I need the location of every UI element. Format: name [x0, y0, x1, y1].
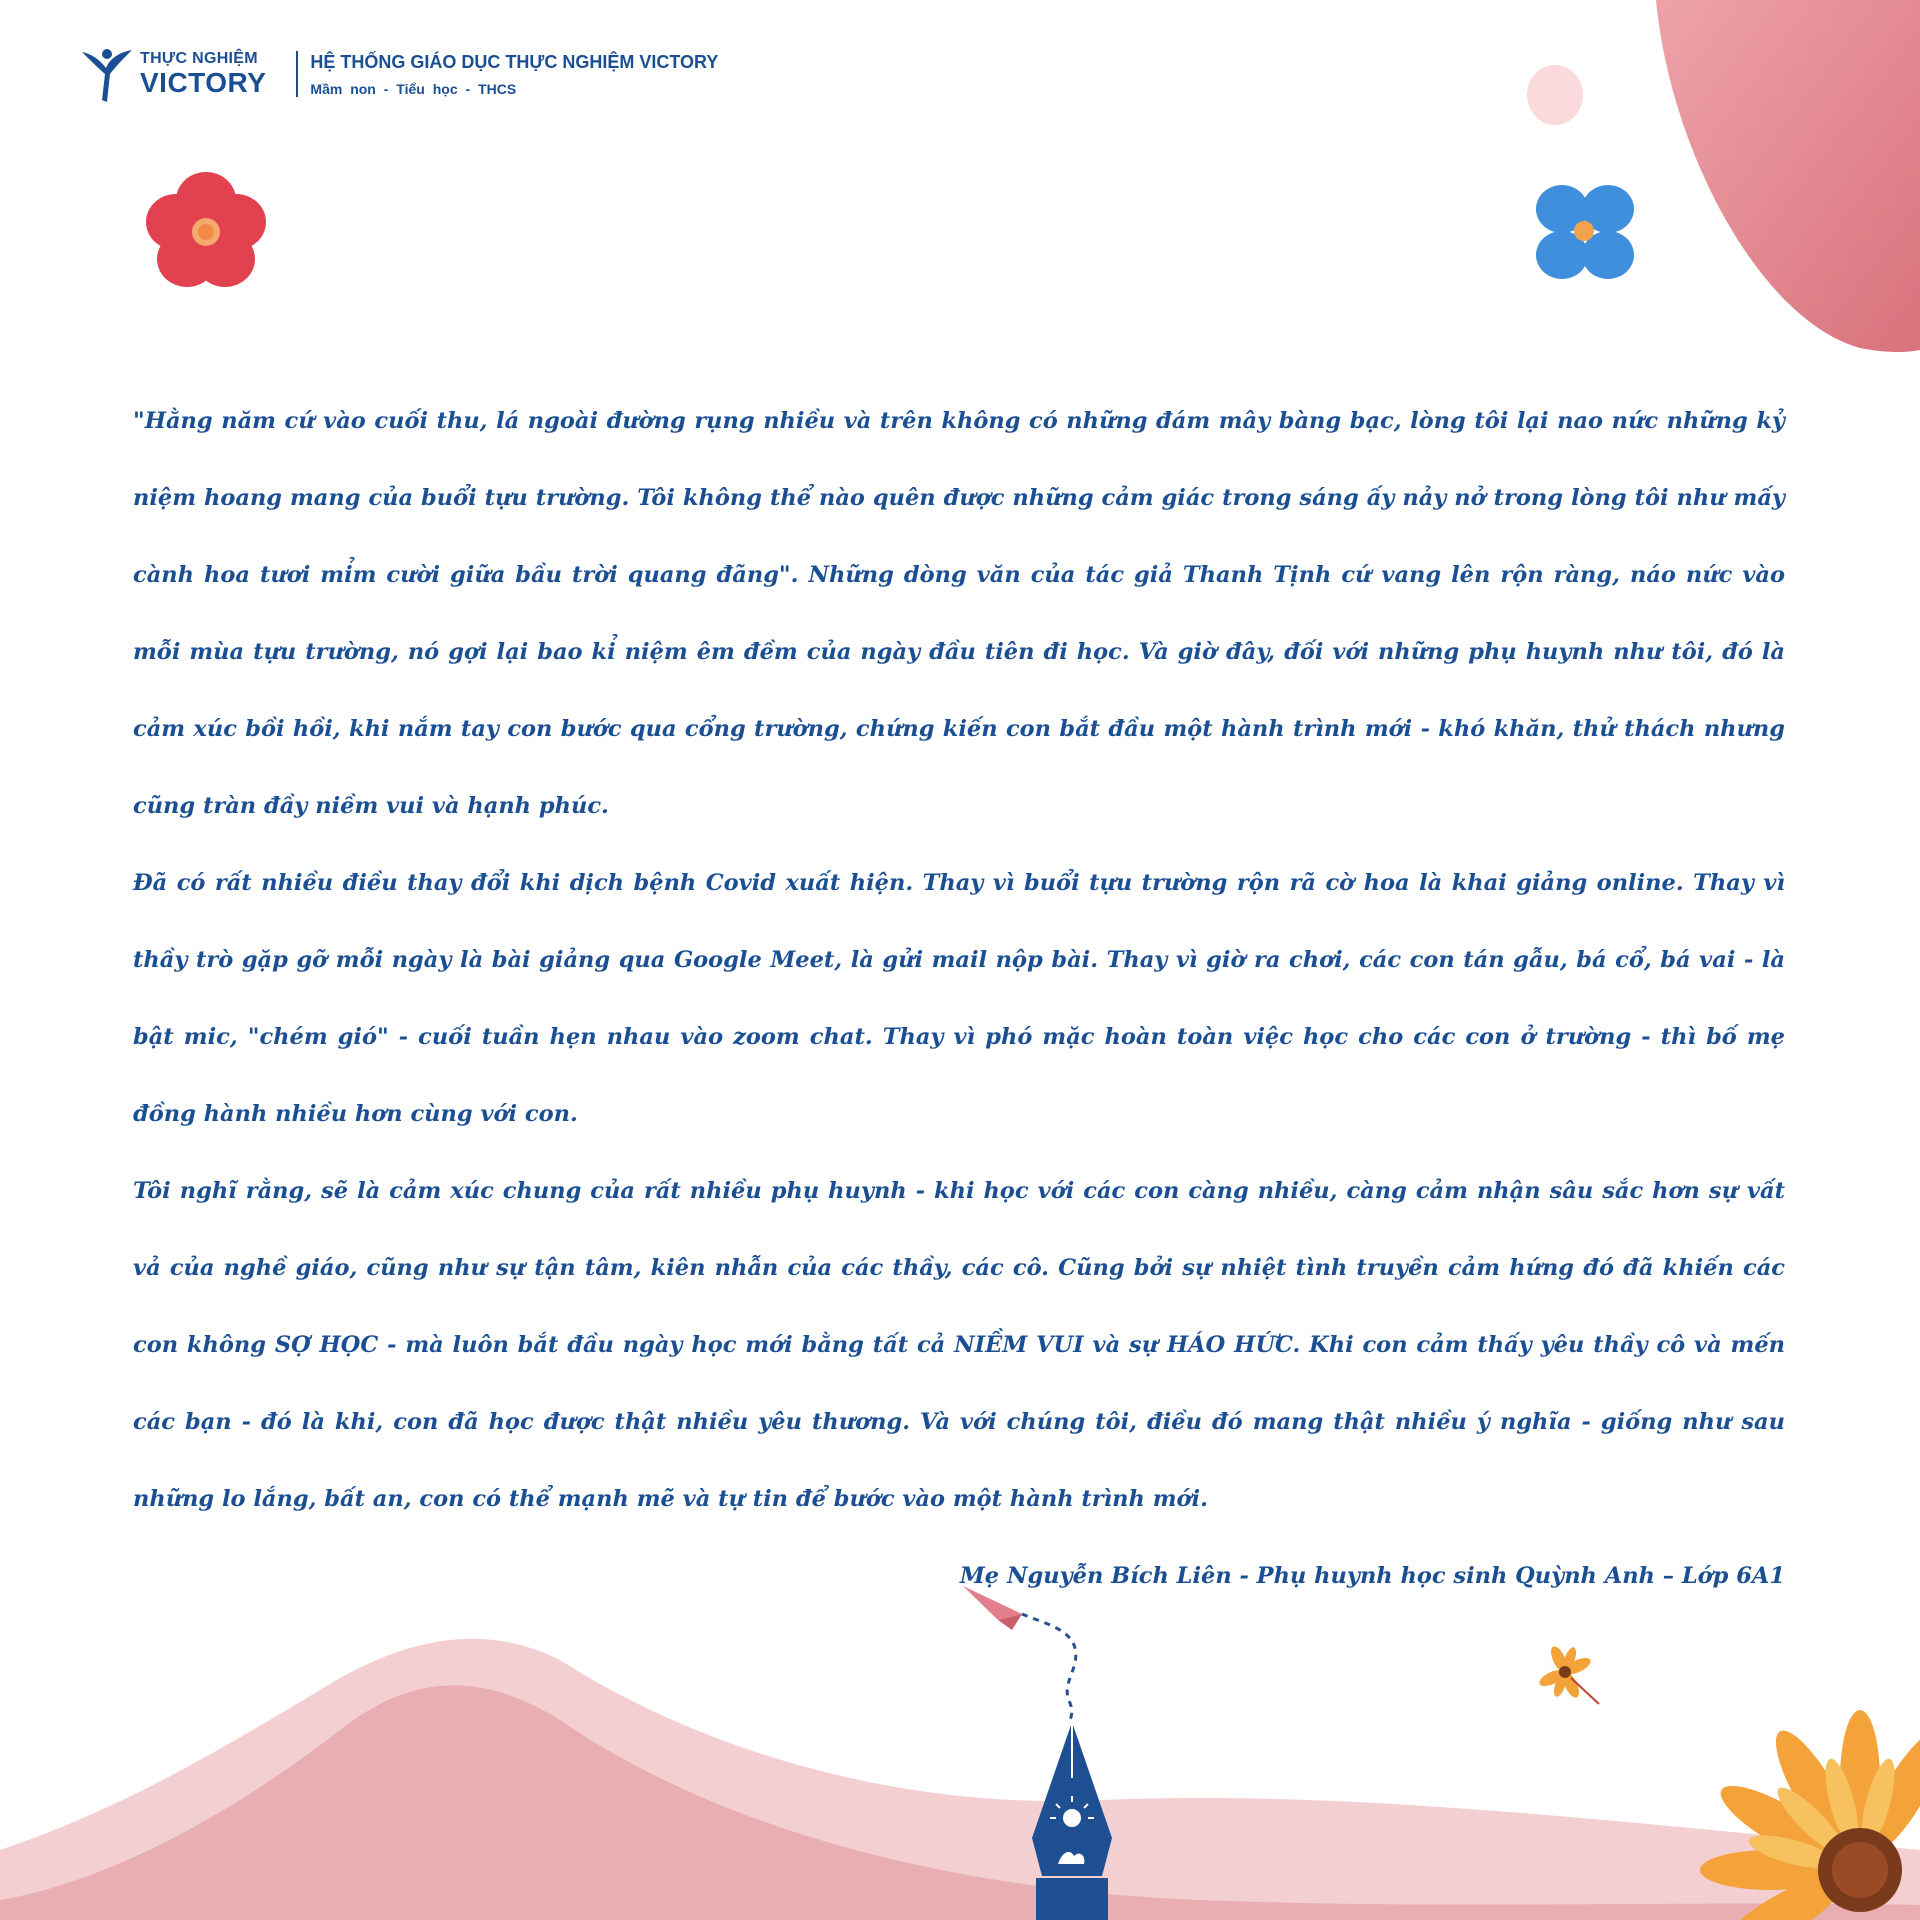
red-flower-icon	[140, 172, 272, 292]
pink-blob-decoration	[1640, 0, 1920, 360]
system-title: HỆ THỐNG GIÁO DỤC THỰC NGHIỆM VICTORY	[310, 51, 719, 72]
signature: Mẹ Nguyễn Bích Liên - Phụ huynh học sinh Quỳnh Anh – Lớp 6A1	[959, 1563, 1785, 1589]
blue-flower-icon	[1522, 176, 1642, 286]
school-levels: Mầm non - Tiểu học - THCS	[310, 80, 517, 97]
letter-body	[133, 383, 1785, 1615]
letter-paragraph: Tôi nghĩ rằng, sẽ là cảm xúc chung của rất nhiều phụ huynh - khi học với các con càng nhiều, càng cảm nhận sâu sắc hơn sự vất vả của nghề giáo, cũng như sự tận tâm, kiên nhẫn của các thầy, các cô. Cũng bởi sự nhiệt tình truyền cảm hứng đó đã khiến các con không SỢ HỌC - mà luôn bắt đầu ngày học mới bằng tất cả NIỀM VUI và sự HÁO HỨC. Khi con cảm thấy yêu thầy cô và mến các bạn - đó là khi, con đã học được thật nhiều yêu thương. Và với chúng tôi, điều đó mang thật nhiều ý nghĩa - giống như sau những lo lắng, bất an, con có thể mạnh mẽ và tự tin để bước vào một hành trình mới.	[133, 1178, 1785, 1512]
pen-nib-icon	[1024, 1718, 1120, 1920]
letter-paragraph: Đã có rất nhiều điều thay đổi khi dịch bệnh Covid xuất hiện. Thay vì buổi tựu trường rộn rã cờ hoa là khai giảng online. Thay vì thầy trò gặp gỡ mỗi ngày là bài giảng qua Google Meet, là gửi mail nộp bài. Thay vì giờ ra chơi, các con tán gẫu, bá cổ, bá vai - là bật mic, "chém gió" - cuối tuần hẹn nhau vào zoom chat. Thay vì phó mặc hoàn toàn việc học cho các con ở trường - thì bố mẹ đồng hành nhiều hơn cùng với con.	[133, 870, 1785, 1127]
small-orange-flower-icon	[1535, 1642, 1605, 1712]
logo-top-text: THỰC NGHIỆM	[140, 50, 258, 67]
header	[80, 44, 718, 104]
victory-logo-icon	[80, 44, 134, 104]
pink-dot-decoration	[1527, 65, 1583, 125]
letter-paragraph: "Hằng năm cứ vào cuối thu, lá ngoài đường rụng nhiều và trên không có những đám mây bàng bạc, lòng tôi lại nao nức những kỷ niệm hoang mang của buổi tựu trường. Tôi không thể nào quên được những cảm giác trong sáng ấy nảy nở trong lòng tôi như mấy cành hoa tươi mỉm cười giữa bầu trời quang đãng". Những dòng văn của tác giả Thanh Tịnh cứ vang lên rộn ràng, náo nức vào mỗi mùa tựu trường, nó gợi lại bao kỉ niệm êm đềm của ngày đầu tiên đi học. Và giờ đây, đối với những phụ huynh như tôi, đó là cảm xúc bồi hồi, khi nắm tay con bước qua cổng trường, chứng kiến con bắt đầu một hành trình mới - khó khăn, thử thách nhưng cũng tràn đầy niềm vui và hạnh phúc.	[133, 408, 1785, 819]
system-info	[310, 52, 718, 97]
orange-flower-icon	[1660, 1660, 1920, 1920]
paper-plane-icon	[960, 1578, 1100, 1728]
logo-wordmark	[134, 51, 266, 97]
header-divider	[296, 51, 298, 97]
logo-bottom-text: VICTORY	[140, 67, 267, 98]
